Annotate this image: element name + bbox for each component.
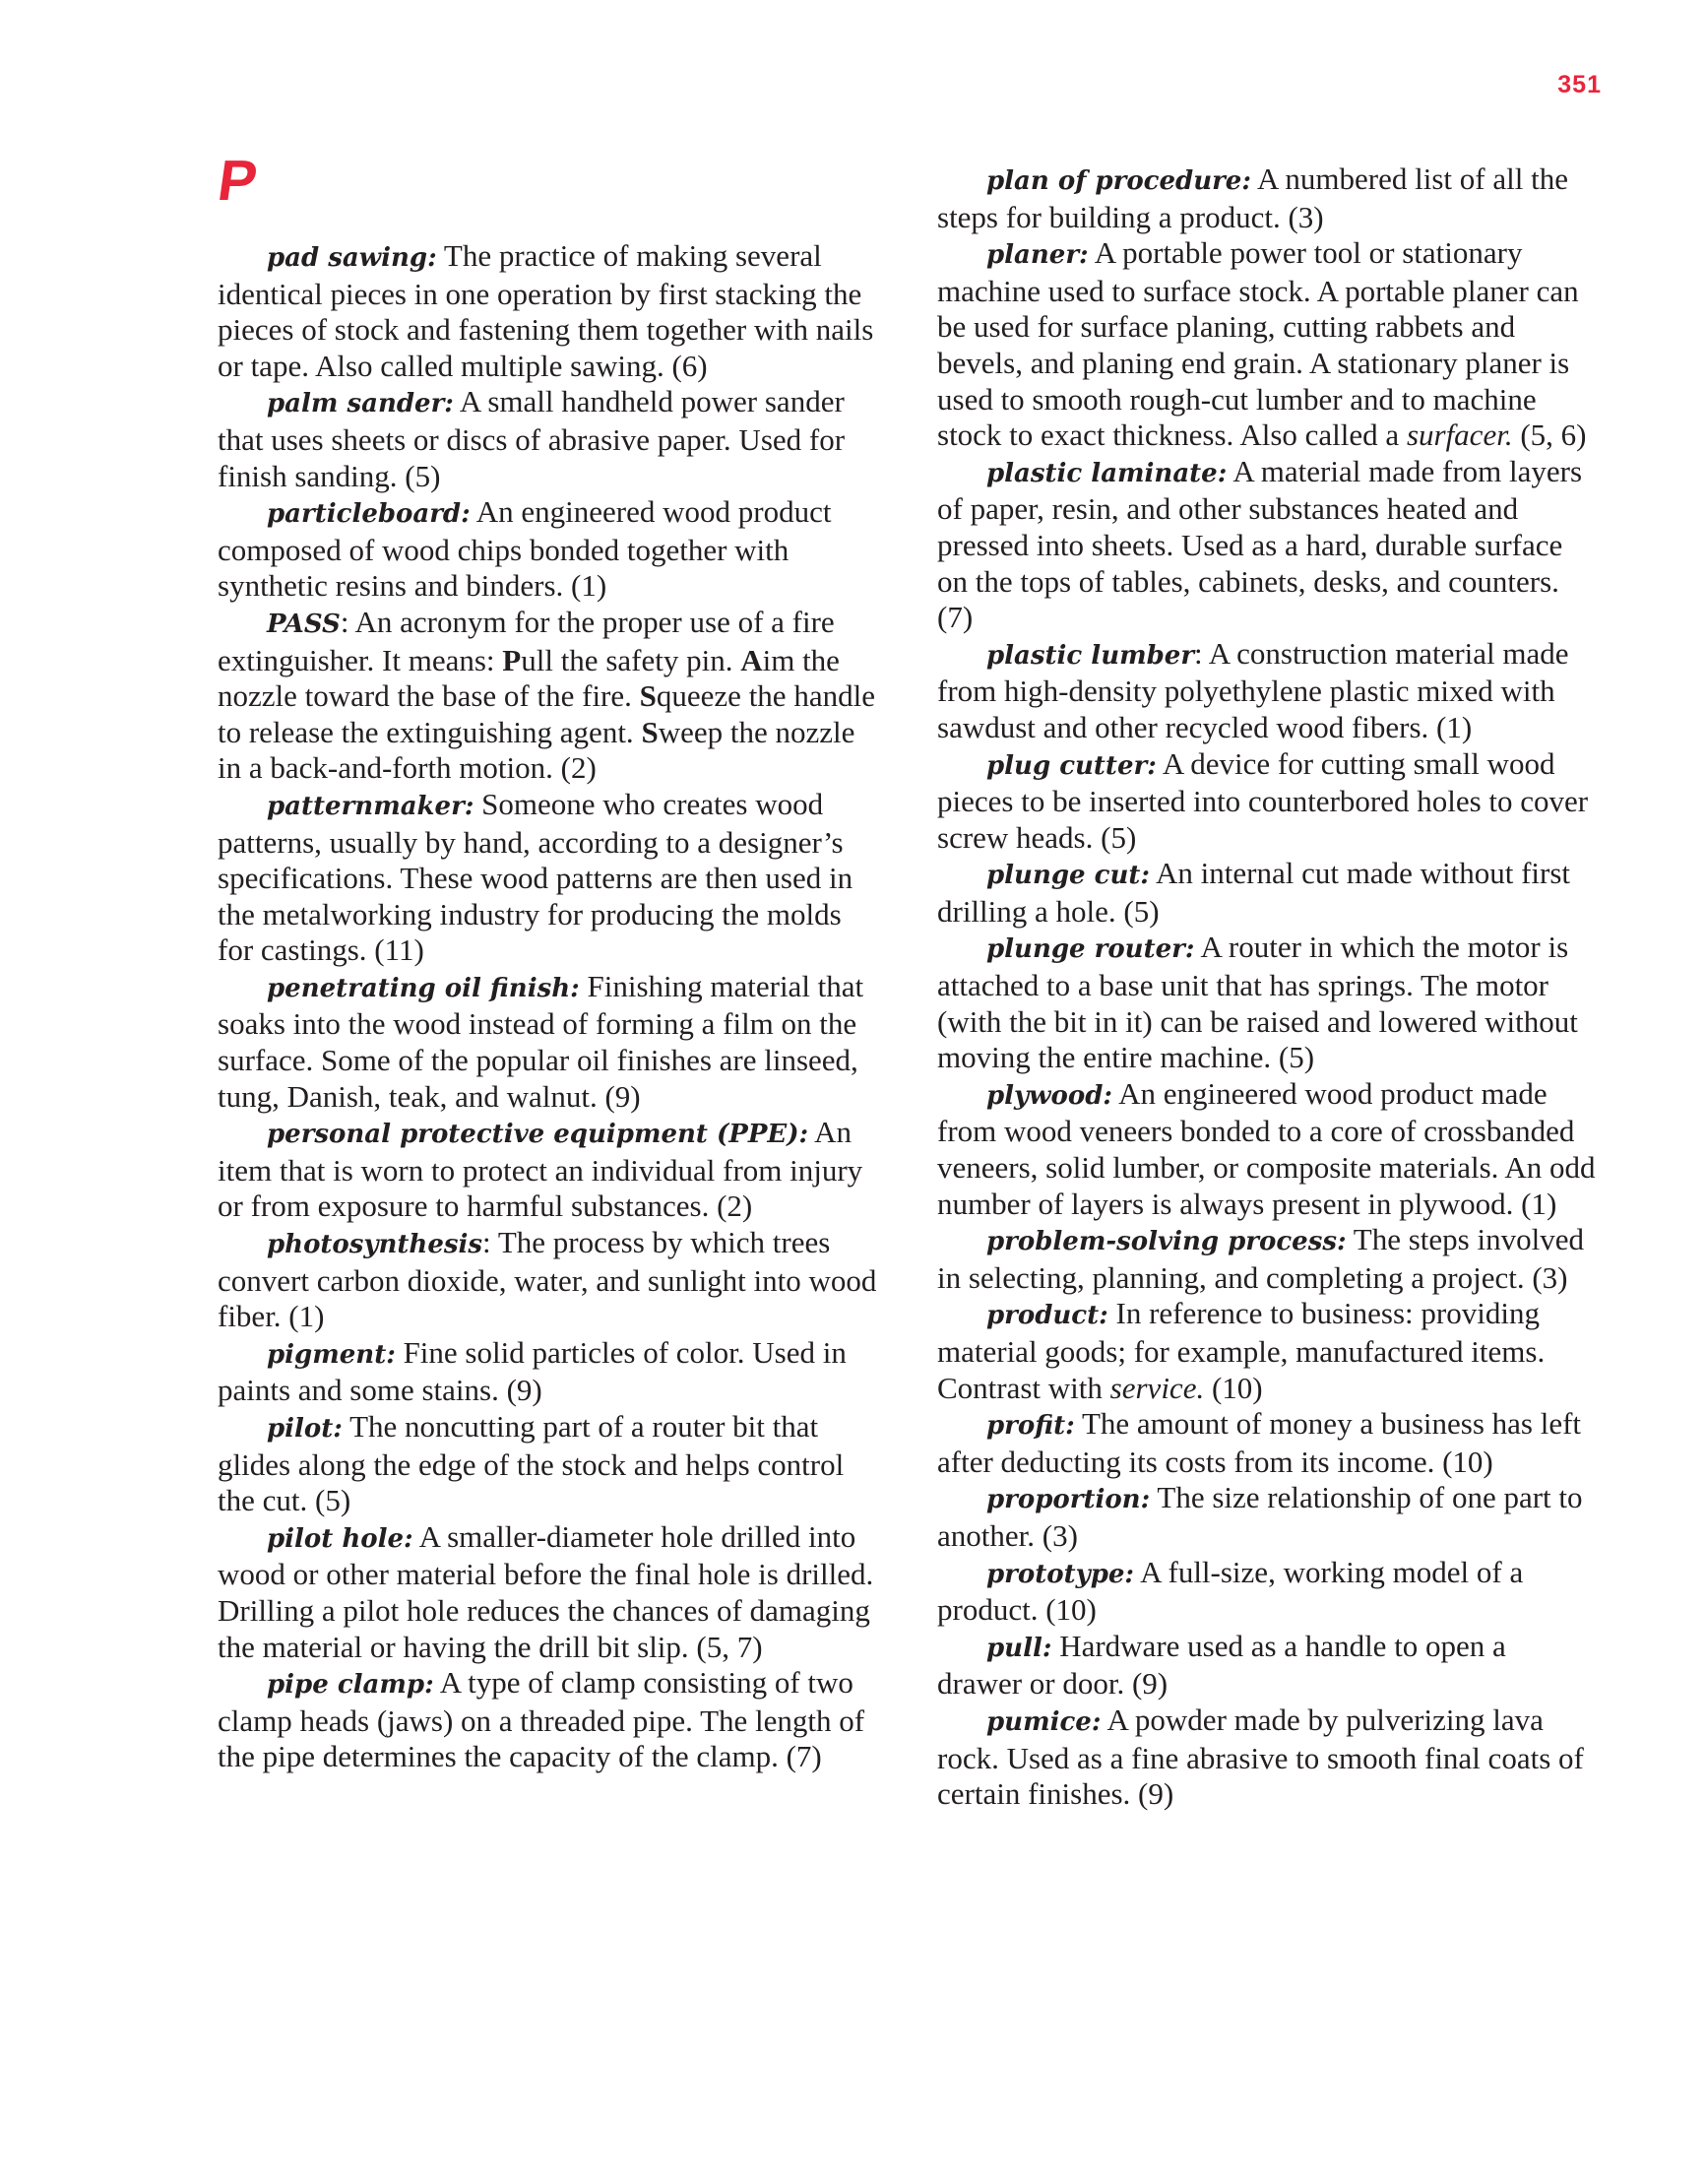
glossary-entry [937,746,1597,857]
entry-separator: : [1099,1301,1108,1331]
entry-term: patternmaker [267,791,465,821]
entry-definition: An internal cut made without first drilling a hole. (5) [937,856,1571,929]
entry-separator: : [1140,1485,1151,1515]
entry-definition-tail: (5, 6) [1512,418,1587,453]
entry-term: plunge router [986,934,1185,965]
glossary-entry [937,454,1597,636]
entry-separator: : [1184,934,1195,965]
entry-definition: A portable power tool or stationary machine used to surface stock. A portable planer can be used for surface planing, cutting rabbets and bevels, and planing end grain. A stationary planer is used to smooth rough-cut lumber and to machine stock to exact thickness. Also called a [937,235,1579,453]
entry-separator: : [1241,166,1251,196]
entry-definition: The process by which trees convert carbon dioxide, water, and sunlight into wood fiber. (1) [218,1225,877,1334]
entry-term: pumice [986,1706,1092,1737]
acronym-letter: S [641,714,659,749]
entry-definition: A smaller-diameter hole drilled into wood or other material before the final hole is drilled. Drilling a pilot hole reduces the chances of damaging the material or having the drill bit slip. (5, 7) [218,1518,874,1664]
entry-separator: : [1336,1227,1347,1257]
entry-definition: A construction material made from high-density polyethylene plastic mixed with sawdust and other recycled wood fibers. (1) [937,635,1569,744]
entry-definition: A powder made by pulverizing lava rock. Used as a fine abrasive to smooth final coats of certain finishes. (9) [937,1702,1584,1812]
cross-reference: surfacer. [1406,418,1513,453]
entry-definition: Someone who creates wood patterns, usually by hand, according to a designer’s specifications. These wood patterns are then used in the metalworking industry for producing the molds for castings. (11) [218,786,853,968]
acronym-step: queeze the handle to release the extinguishing agent. [218,678,875,749]
entry-term: palm sander [267,389,445,419]
entry-definition: A router in which the motor is attached to a base unit that has springs. The motor (with the bit in it) can be raised and lowered without moving the entire machine. (5) [937,930,1578,1075]
glossary-entry [218,1225,877,1335]
entry-term: photosynthesis [267,1230,483,1260]
cross-reference: service. [1109,1370,1205,1405]
glossary-entry [937,856,1597,930]
entry-separator: : [404,1523,413,1554]
entry-definition: An engineered wood product composed of wood chips bonded together with synthetic resins and binders. (1) [218,494,832,604]
entry-term: profit [986,1411,1066,1442]
entry-term: pigment [267,1339,387,1370]
entry-term: plastic laminate [986,458,1218,488]
entry-term: penetrating oil finish [267,973,571,1003]
page-number: 351 [1557,71,1602,98]
glossary-entry [937,235,1597,454]
entry-term: plastic lumber [986,640,1195,671]
glossary-entry [218,969,877,1115]
entry-separator: : [482,1225,491,1260]
entry-separator: : [340,604,349,639]
entry-definition: A numbered list of all the steps for building a product. (3) [937,161,1568,234]
entry-term: pad sawing [267,243,428,273]
entry-term: planer [986,240,1080,271]
entry-separator: : [424,1670,434,1701]
glossary-entry [937,161,1597,235]
entry-separator: : [444,389,454,419]
glossary-entry [937,1629,1597,1702]
glossary-entry [937,1702,1597,1813]
entry-definition: Fine solid particles of color. Used in paints and some stains. (9) [218,1334,847,1408]
left-column [218,238,877,1775]
entry-term: particleboard [267,499,462,530]
glossary-entry [937,1406,1597,1480]
entry-definition: A type of clamp consisting of two clamp heads (jaws) on a threaded pipe. The length of the pipe determines the capacity of the clamp. (7) [218,1665,865,1774]
entry-separator: : [570,973,580,1003]
glossary-entry [218,1409,877,1519]
section-letter: P [214,149,262,213]
entry-separator: : [798,1120,809,1150]
entry-term: pipe clamp [267,1670,425,1701]
glossary-entry [218,787,877,969]
entry-term: pilot [267,1414,334,1444]
entry-term: pull [986,1633,1043,1663]
entry-term: pilot hole [267,1523,405,1554]
glossary-entry [937,930,1597,1075]
acronym-letter: S [639,678,657,714]
glossary-entry [937,1076,1597,1222]
entry-term: prototype [986,1559,1125,1589]
entry-definition: A small handheld power sander that uses sheets or discs of abrasive paper. Used for finish sanding. (5) [218,384,846,493]
entry-separator: : [1091,1706,1102,1737]
entry-separator: : [1140,861,1150,891]
entry-definition: A full-size, working model of a product. (10) [937,1554,1524,1628]
right-column [937,161,1597,1813]
entry-definition: Finishing material that soaks into the wood instead of forming a film on the surface. Some of the popular oil finishes are linseed, tung, Danish, teak, and walnut. (9) [218,968,864,1114]
glossary-entry [218,494,877,605]
acronym-step: ull the safety pin. [521,642,741,677]
glossary-entry [218,238,877,384]
glossary-entry [937,1555,1597,1629]
entry-separator: : [1103,1080,1113,1111]
entry-definition: An engineered wood product made from wood veneers bonded to a core of crossbanded veneers, solid lumber, or composite materials. An odd number of layers is always present in plywood. (1) [937,1075,1596,1221]
entry-separator: : [1079,240,1089,271]
entry-definition: The noncutting part of a router bit that glides along the edge of the stock and helps control the cut. (5) [218,1409,845,1518]
acronym-step: im the nozzle toward the base of the fire. [218,642,840,714]
entry-term: plan of procedure [986,166,1242,196]
glossary-entry [937,1296,1597,1406]
entry-definition: The amount of money a business has left after deducting its costs from its income. (10) [937,1406,1582,1479]
entry-separator: : [461,499,471,530]
entry-separator: : [1065,1411,1075,1442]
entry-definition: In reference to business: providing material goods; for example, manufactured items. Contrast with [937,1296,1546,1405]
glossary-entry [218,1665,877,1775]
entry-term: product [986,1301,1100,1331]
acronym-letter: A [740,642,763,677]
entry-term: plywood [986,1080,1104,1111]
acronym-step: weep the nozzle in a back-and-forth motion. (2) [218,714,855,786]
acronym-letter: P [502,642,522,677]
glossary-entry [218,1519,877,1665]
entry-separator: : [386,1339,396,1370]
entry-definition: A material made from layers of paper, resin, and other substances heated and pressed into sheets. Used as a hard, durable surface on the tops of tables, cabinets, desks, and counters. (7) [937,453,1583,635]
entry-definition: The practice of making several identical pieces in one operation by first stacking the pieces of stock and fastening them together with nails or tape. Also called multiple sawing. (6) [218,238,874,383]
entry-definition: Hardware used as a handle to open a drawer or door. (9) [937,1628,1506,1702]
glossary-entry [937,1480,1597,1554]
entry-definition: A device for cutting small wood pieces to be inserted into counterbored holes to cover screw heads. (5) [937,745,1589,855]
entry-definition-tail: (10) [1204,1370,1263,1405]
entry-separator: : [333,1414,343,1444]
glossary-entry [218,1335,877,1409]
entry-separator: : [427,243,437,273]
entry-separator: : [1217,458,1228,488]
entry-definition: An item that is worn to protect an individual from injury or from exposure to harmful substances. (2) [218,1115,863,1224]
entry-term: problem-solving process [986,1227,1337,1257]
glossary-entry [937,636,1597,746]
entry-separator: : [1194,635,1203,671]
entry-term: proportion [986,1485,1141,1515]
entry-definition: The steps involved in selecting, planning, and completing a project. (3) [937,1222,1584,1295]
glossary-entry [218,384,877,494]
entry-term: personal protective equipment (PPE) [267,1120,799,1150]
entry-separator: : [1042,1633,1052,1663]
entry-definition: The size relationship of one part to another. (3) [937,1480,1583,1553]
entry-term: plug cutter [986,750,1148,781]
entry-separator: : [1124,1559,1135,1589]
entry-term: plunge cut [986,861,1141,891]
entry-separator: : [1147,750,1157,781]
glossary-entry-pass [218,605,877,787]
glossary-entry [937,1222,1597,1296]
entry-separator: : [464,791,474,821]
entry-definition: An acronym for the proper use of a fire extinguisher. It means: [218,604,835,677]
entry-term: PASS [267,609,341,639]
glossary-entry [218,1115,877,1225]
